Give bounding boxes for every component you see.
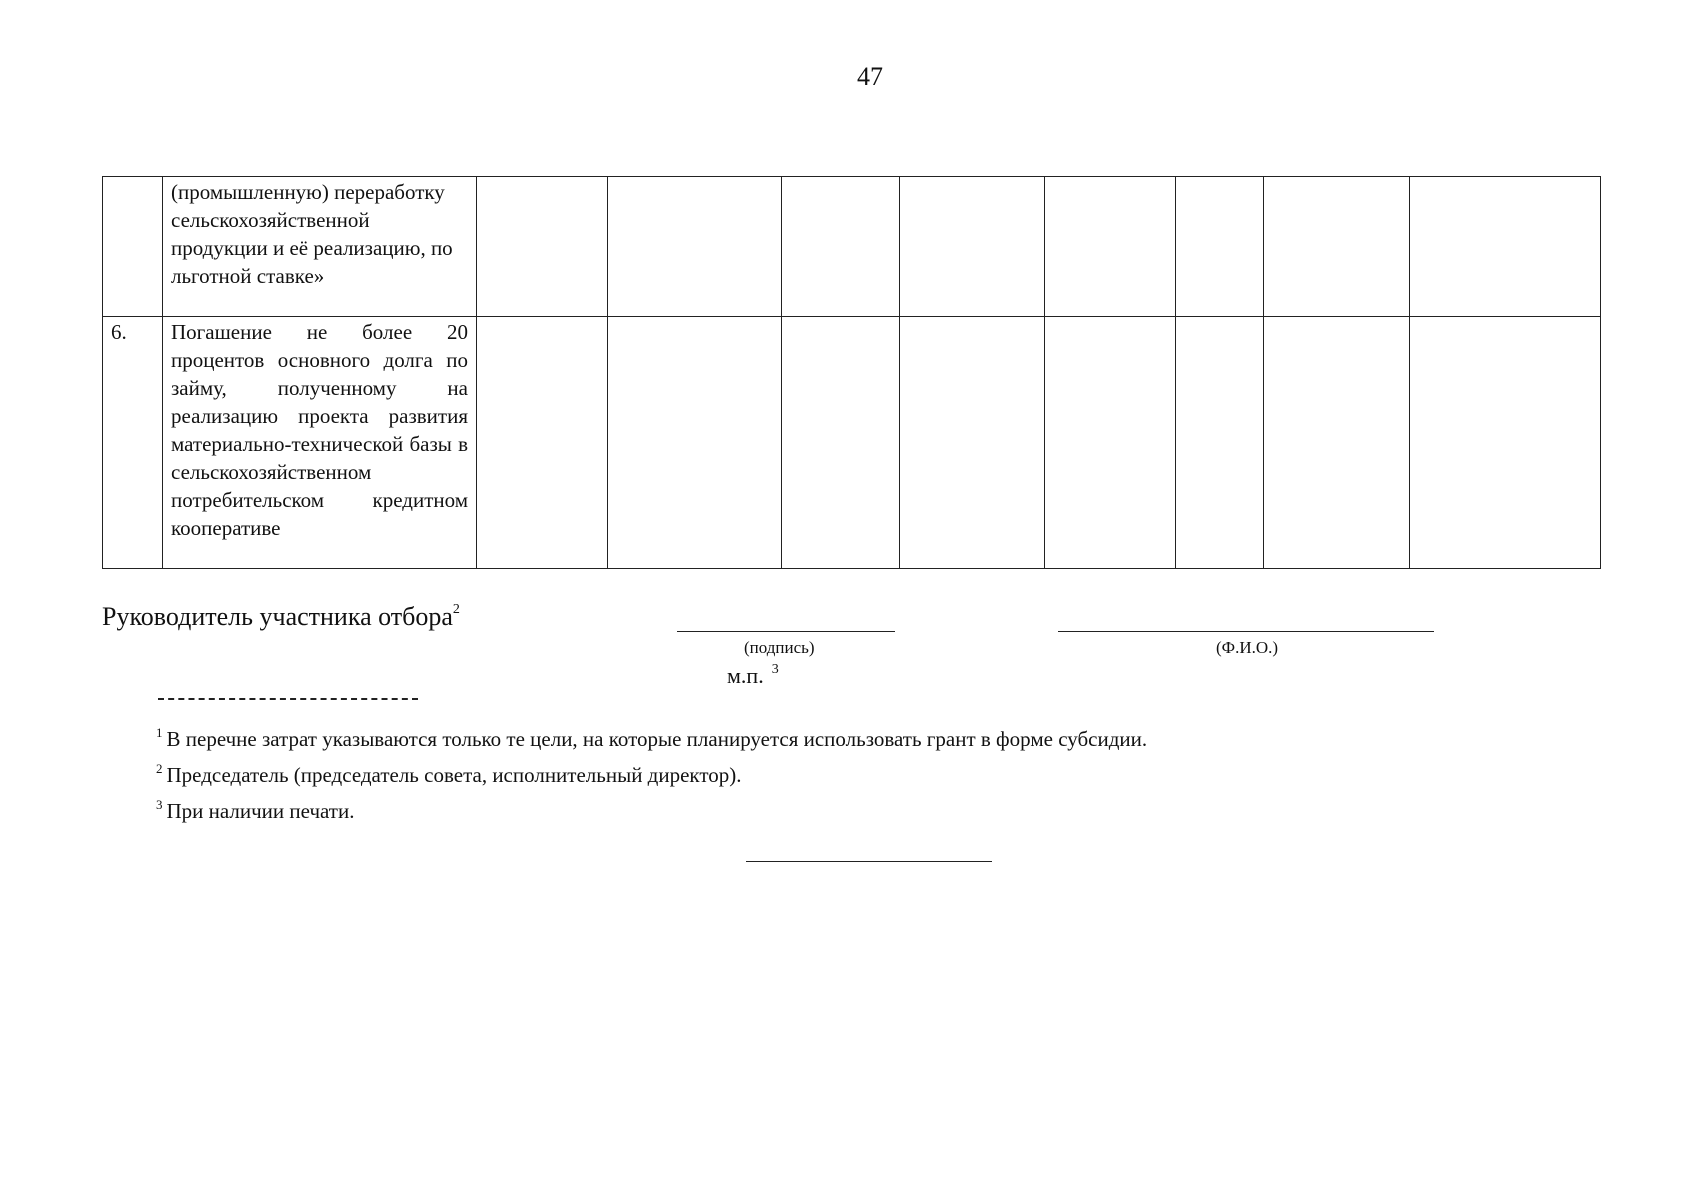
footnote-text: В перечне затрат указываются только те цели, на которые планируется использовать грант в форме субсидии. — [166, 727, 1148, 751]
stamp-place — [727, 662, 779, 689]
page-number: 47 — [857, 62, 883, 91]
table-row — [103, 317, 1601, 569]
row-number: 6. — [103, 317, 163, 569]
signature-caption: (подпись) — [744, 638, 815, 657]
footnote-text: При наличии печати. — [166, 799, 355, 823]
empty-cell — [1410, 317, 1601, 569]
signature-line — [677, 631, 895, 632]
row-description: Погашение не более 20 процентов основного долга по займу, полученному на реализацию проекта развития материально-технической базы в сельскохозяйственном потребительском кредитном кооперативе — [163, 317, 477, 569]
empty-cell — [1176, 177, 1264, 317]
empty-cell — [1410, 177, 1601, 317]
stamp-text: м.п. — [727, 663, 764, 688]
empty-cell — [1176, 317, 1264, 569]
signatory-label — [102, 602, 460, 632]
empty-cell — [608, 317, 782, 569]
footnote-mark: 2 — [156, 761, 163, 776]
cost-table — [102, 176, 1601, 569]
row-description: (промышленную) переработку сельскохозяйственной продукции и её реализацию, по льготной ставке» — [163, 177, 477, 317]
signatory-label-text: Руководитель участника отбора — [102, 602, 453, 631]
empty-cell — [1264, 317, 1410, 569]
row-number — [103, 177, 163, 317]
end-of-document-line — [746, 861, 992, 862]
footnote — [156, 718, 1456, 754]
footnote-ref: 2 — [452, 602, 460, 617]
full-name-caption: (Ф.И.О.) — [1216, 638, 1279, 657]
empty-cell — [782, 317, 900, 569]
empty-cell — [900, 177, 1045, 317]
footnote-mark: 3 — [156, 797, 163, 812]
full-name-line — [1058, 631, 1434, 632]
footnote — [156, 790, 1456, 826]
empty-cell — [608, 177, 782, 317]
footnotes — [156, 718, 1456, 826]
empty-cell — [477, 177, 608, 317]
footnote-separator — [158, 698, 418, 700]
empty-cell — [782, 177, 900, 317]
footnote-ref: 3 — [771, 662, 779, 677]
footnote — [156, 754, 1456, 790]
empty-cell — [477, 317, 608, 569]
table-row — [103, 177, 1601, 317]
footnote-mark: 1 — [156, 725, 163, 740]
empty-cell — [1045, 317, 1176, 569]
empty-cell — [900, 317, 1045, 569]
empty-cell — [1045, 177, 1176, 317]
empty-cell — [1264, 177, 1410, 317]
footnote-text: Председатель (председатель совета, исполнительный директор). — [166, 763, 742, 787]
